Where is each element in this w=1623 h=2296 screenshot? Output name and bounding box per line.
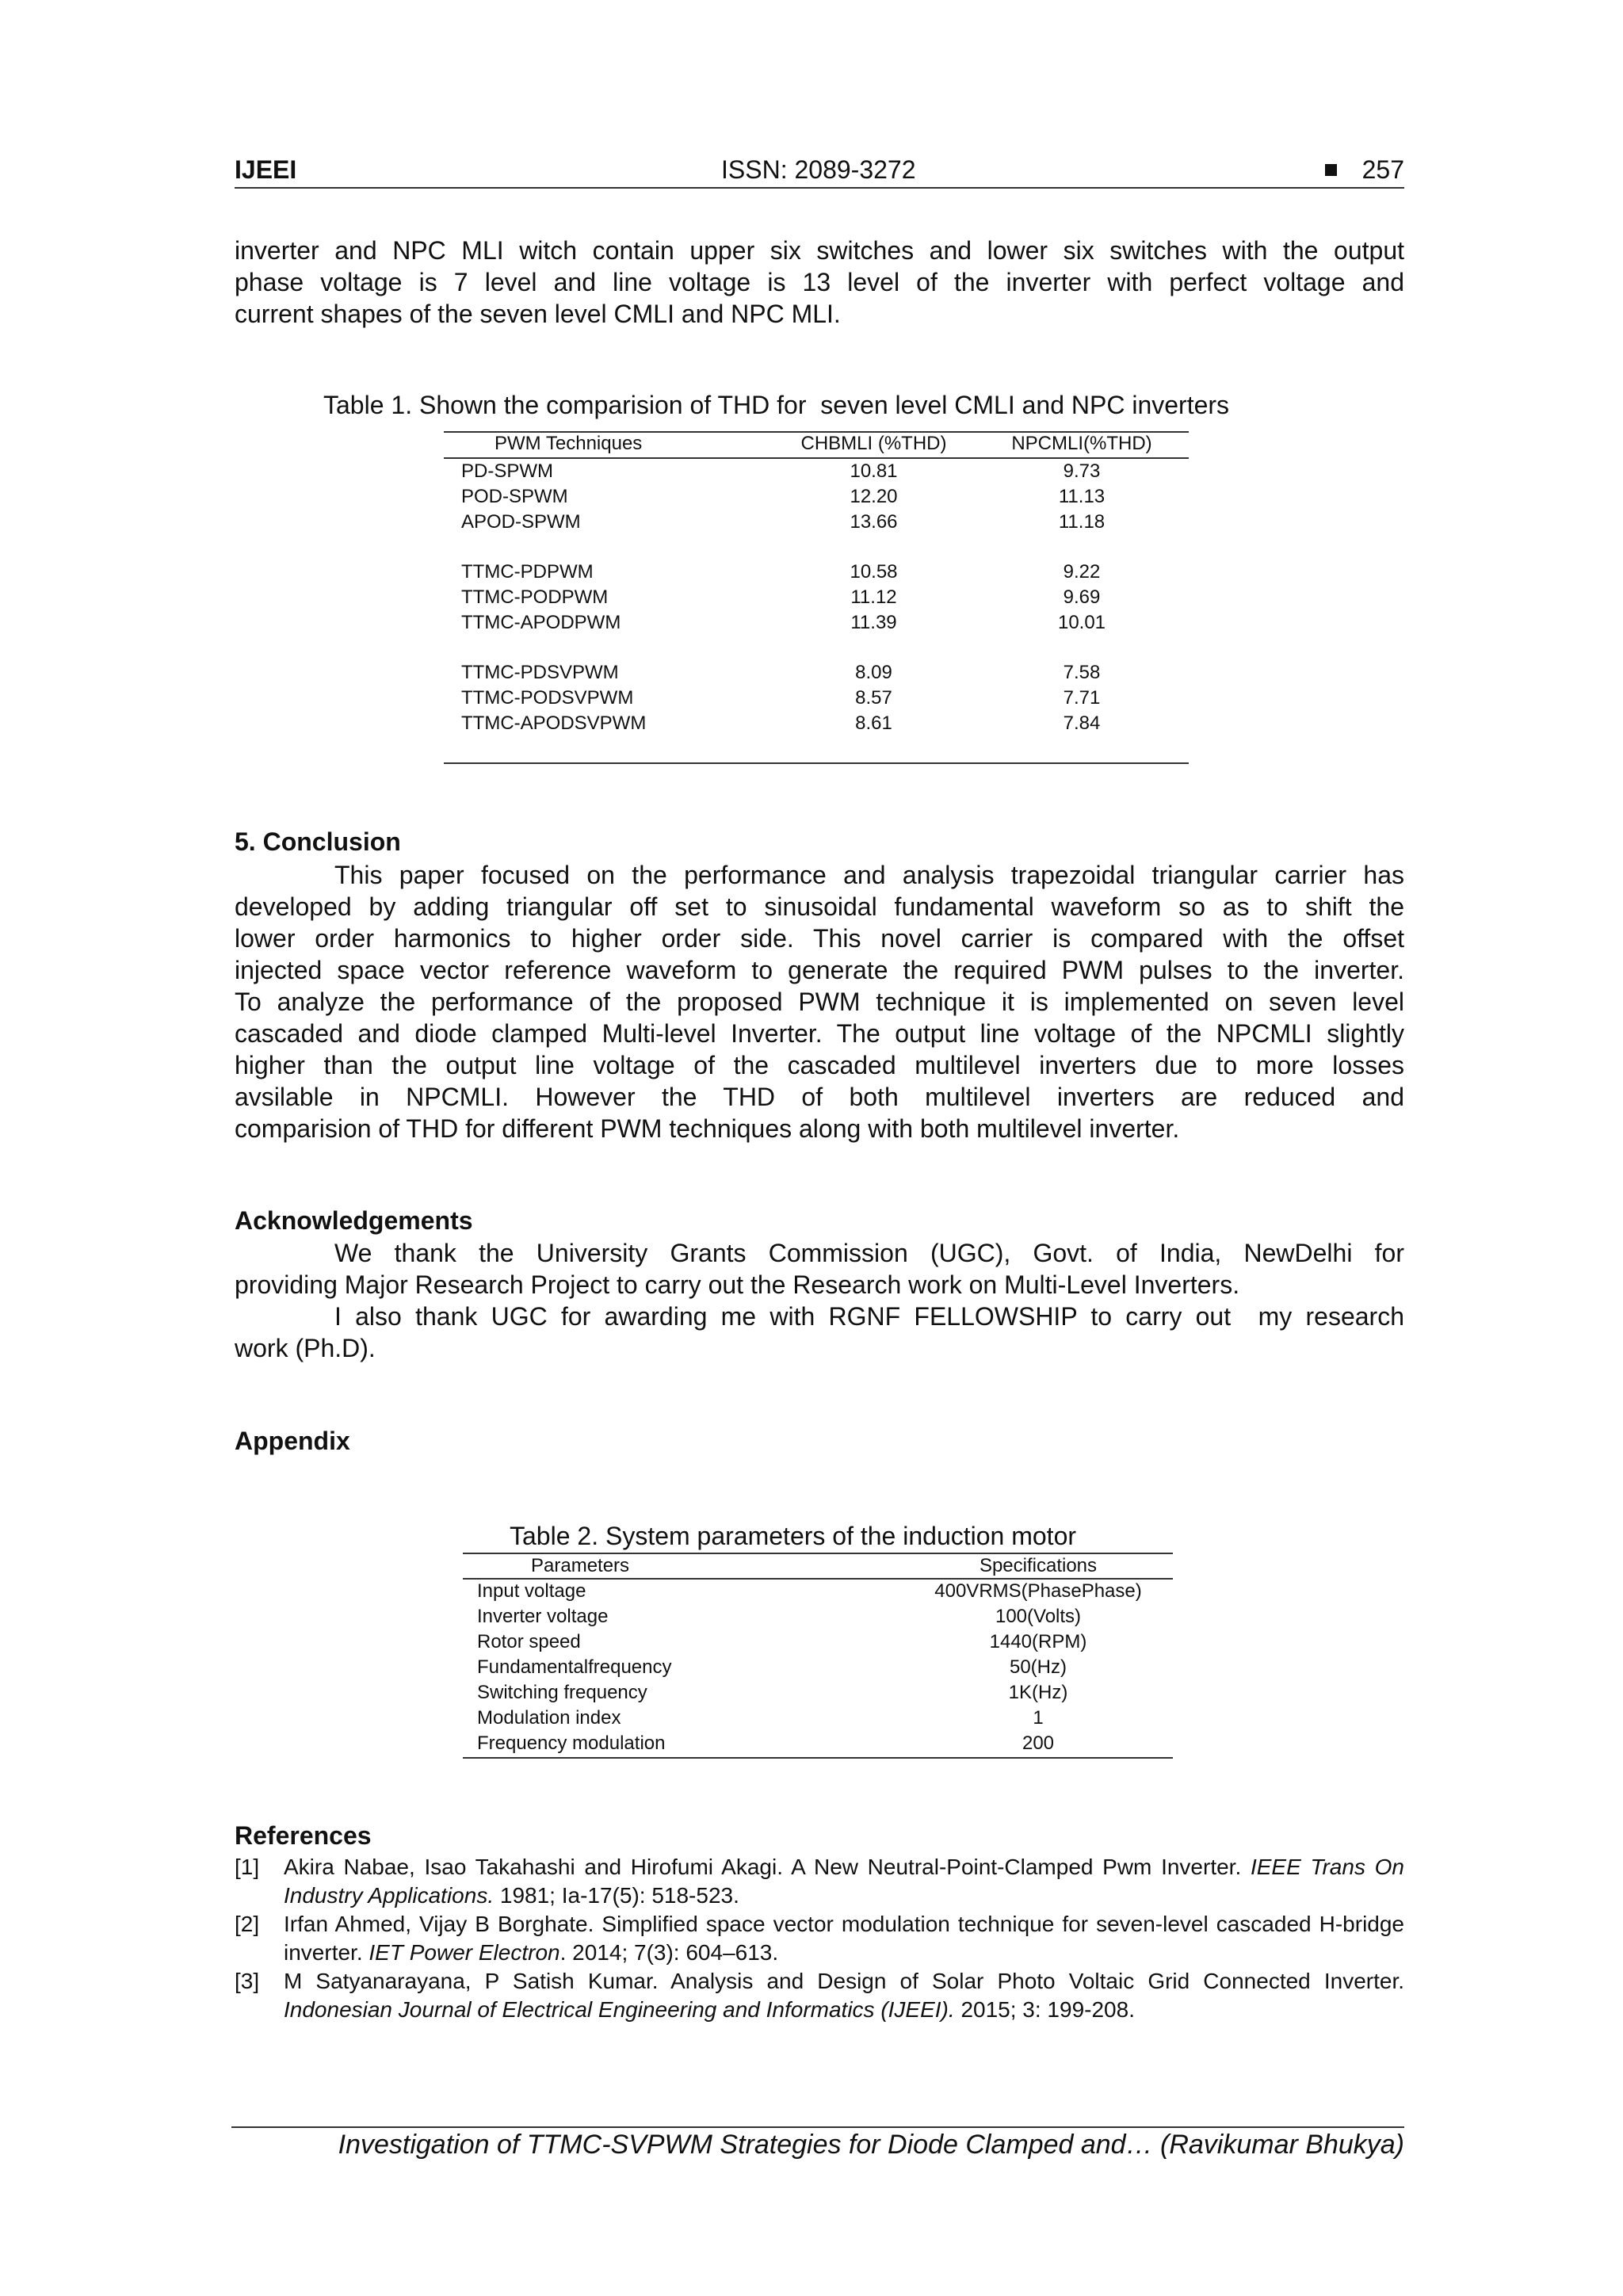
cell-parameter: Frequency modulation [477,1733,666,1754]
text-line: higher than the output line voltage of the cascaded multilevel inverters due to more losses [235,1051,1404,1079]
cell-npcmli: 7.71 [1063,687,1101,709]
cell-parameter: Switching frequency [477,1682,647,1703]
cell-specification: 200 [1022,1733,1055,1754]
reference-text: Irfan Ahmed, Vijay B Borghate. Simplified space vector modulation technique for seven-level cascaded H-bridge inverter. [284,1912,1404,1965]
text-line: phase voltage is 7 level and line voltage is 13 level of the inverter with perfect voltage and [235,268,1404,296]
text-line: injected space vector reference waveform to generate the required PWM pulses to the inverter. [235,956,1404,984]
cell-chbmli: 10.81 [850,460,898,482]
cell-chbmli: 12.20 [850,486,898,507]
reference-details: . 2014; 7(3): 604–613. [559,1940,779,1965]
cell-technique: TTMC-PDSVPWM [461,662,619,683]
cell-chbmli: 11.39 [850,612,897,633]
text-line: developed by adding triangular off set to sinusoidal fundamental waveform so as to shift the [235,892,1404,921]
acknowledgements-paragraph [235,1237,1404,1364]
text-line: inverter and NPC MLI witch contain upper six switches and lower six switches with the output [235,236,1404,265]
page-number: 257 [1361,155,1404,184]
text-line: avsilable in NPCMLI. However the THD of both multilevel inverters are reduced and [235,1083,1404,1111]
cell-technique: POD-SPWM [461,486,568,507]
cell-npcmli: 11.13 [1058,486,1106,507]
text-line: comparision of THD for different PWM techniques along with both multilevel inverter. [235,1114,1180,1143]
reference-item [235,1910,1404,1967]
cell-npcmli: 10.01 [1057,612,1106,633]
cell-parameter: Fundamentalfrequency [477,1656,672,1678]
cell-chbmli: 8.57 [855,687,892,709]
reference-venue: IEEE Trans On Industry Applications. [284,1855,1404,1908]
cell-specification: 50(Hz) [1009,1656,1067,1678]
text-line: lower order harmonics to higher order side. This novel carrier is compared with the offset [235,924,1404,953]
reference-text: Akira Nabae, Isao Takahashi and Hirofumi Akagi. A New Neutral-Point-Clamped Pwm Inverter. [284,1855,1242,1879]
reference-venue: IET Power Electron [369,1940,560,1965]
cell-npcmli: 11.18 [1058,511,1106,533]
cell-technique: TTMC-PODPWM [461,586,609,608]
text-line: cascaded and diode clamped Multi-level Inverter. The output line voltage of the NPCMLI slightly [235,1019,1404,1048]
reference-item [235,1853,1404,1910]
reference-number: [1] [235,1855,260,1879]
references-list [235,1853,1404,2024]
cell-technique: PD-SPWM [461,460,553,482]
table2-header-parameters: Parameters [531,1555,630,1576]
cell-npcmli: 7.84 [1063,712,1101,734]
table1-caption: Table 1. Shown the comparision of THD for seven level CMLI and NPC inverters [323,391,1230,419]
cell-parameter: Rotor speed [477,1631,581,1652]
reference-details: 1981; Ia-17(5): 518-523. [499,1883,739,1908]
cell-chbmli: 8.61 [855,712,892,734]
cell-npcmli: 7.58 [1063,662,1101,683]
table1-header-technique: PWM Techniques [495,433,643,454]
cell-specification: 400VRMS(PhasePhase) [934,1580,1142,1602]
table2-caption: Table 2. System parameters of the induction motor [510,1522,1077,1550]
text-line: work (Ph.D). [235,1334,376,1362]
cell-chbmli: 10.58 [850,561,898,583]
table2-rule-bottom [463,1757,1173,1759]
page-number-block [1325,155,1404,185]
cell-npcmli: 9.73 [1063,460,1101,482]
cell-npcmli: 9.22 [1063,561,1101,583]
page-header [235,155,1404,189]
cell-technique: APOD-SPWM [461,511,581,533]
table1-header-chbmli: CHBMLI (%THD) [800,433,947,454]
intro-paragraph [235,235,1404,330]
cell-parameter: Modulation index [477,1707,621,1729]
references-heading: References [235,1821,372,1850]
table1-rule-bottom [444,762,1189,764]
square-bullet-icon [1325,164,1337,176]
cell-parameter: Input voltage [477,1580,586,1602]
cell-specification: 1K(Hz) [1008,1682,1068,1703]
text-line: current shapes of the seven level CMLI and NPC MLI. [235,300,841,328]
text-line: To analyze the performance of the proposed PWM technique it is implemented on seven level [235,988,1404,1016]
journal-name: IJEEI [235,155,297,184]
conclusion-heading: 5. Conclusion [235,827,401,856]
reference-number: [3] [235,1969,260,1993]
cell-technique: TTMC-APODPWM [461,612,621,633]
cell-npcmli: 9.69 [1063,586,1101,608]
cell-chbmli: 8.09 [855,662,892,683]
text-line: I also thank UGC for awarding me with RGNF FELLOWSHIP to carry out my research [334,1302,1404,1331]
text-line: We thank the University Grants Commission (UGC), Govt. of India, NewDelhi for [334,1239,1404,1267]
appendix-heading: Appendix [235,1427,350,1455]
text-line: providing Major Research Project to carry out the Research work on Multi-Level Inverters. [235,1270,1240,1299]
conclusion-paragraph [235,859,1404,1144]
table1-header-npcmli: NPCMLI(%THD) [1011,433,1152,454]
cell-technique: TTMC-PDPWM [461,561,594,583]
reference-details: 2015; 3: 199-208. [960,1997,1135,2022]
cell-technique: TTMC-PODSVPWM [461,687,634,709]
text-line: This paper focused on the performance and analysis trapezoidal triangular carrier has [334,861,1404,889]
cell-chbmli: 11.12 [850,586,897,608]
acknowledgements-heading: Acknowledgements [235,1206,473,1235]
table2-header-specifications: Specifications [979,1555,1098,1576]
cell-specification: 1 [1033,1707,1044,1729]
cell-technique: TTMC-APODSVPWM [461,712,647,734]
cell-chbmli: 13.66 [850,511,898,533]
reference-venue: Indonesian Journal of Electrical Engineering and Informatics (IJEEI). [284,1997,955,2022]
reference-number: [2] [235,1912,260,1936]
cell-specification: 1440(RPM) [989,1631,1087,1652]
cell-parameter: Inverter voltage [477,1606,609,1627]
reference-item [235,1967,1404,2024]
page-footer: Investigation of TTMC-SVPWM Strategies for Diode Clamped and… (Ravikumar Bhukya) [338,2130,1404,2160]
reference-text: M Satyanarayana, P Satish Kumar. Analysis and Design of Solar Photo Voltaic Grid Connected Inverter. [284,1969,1404,1993]
issn: ISSN: 2089-3272 [721,155,916,184]
cell-specification: 100(Volts) [995,1606,1082,1627]
